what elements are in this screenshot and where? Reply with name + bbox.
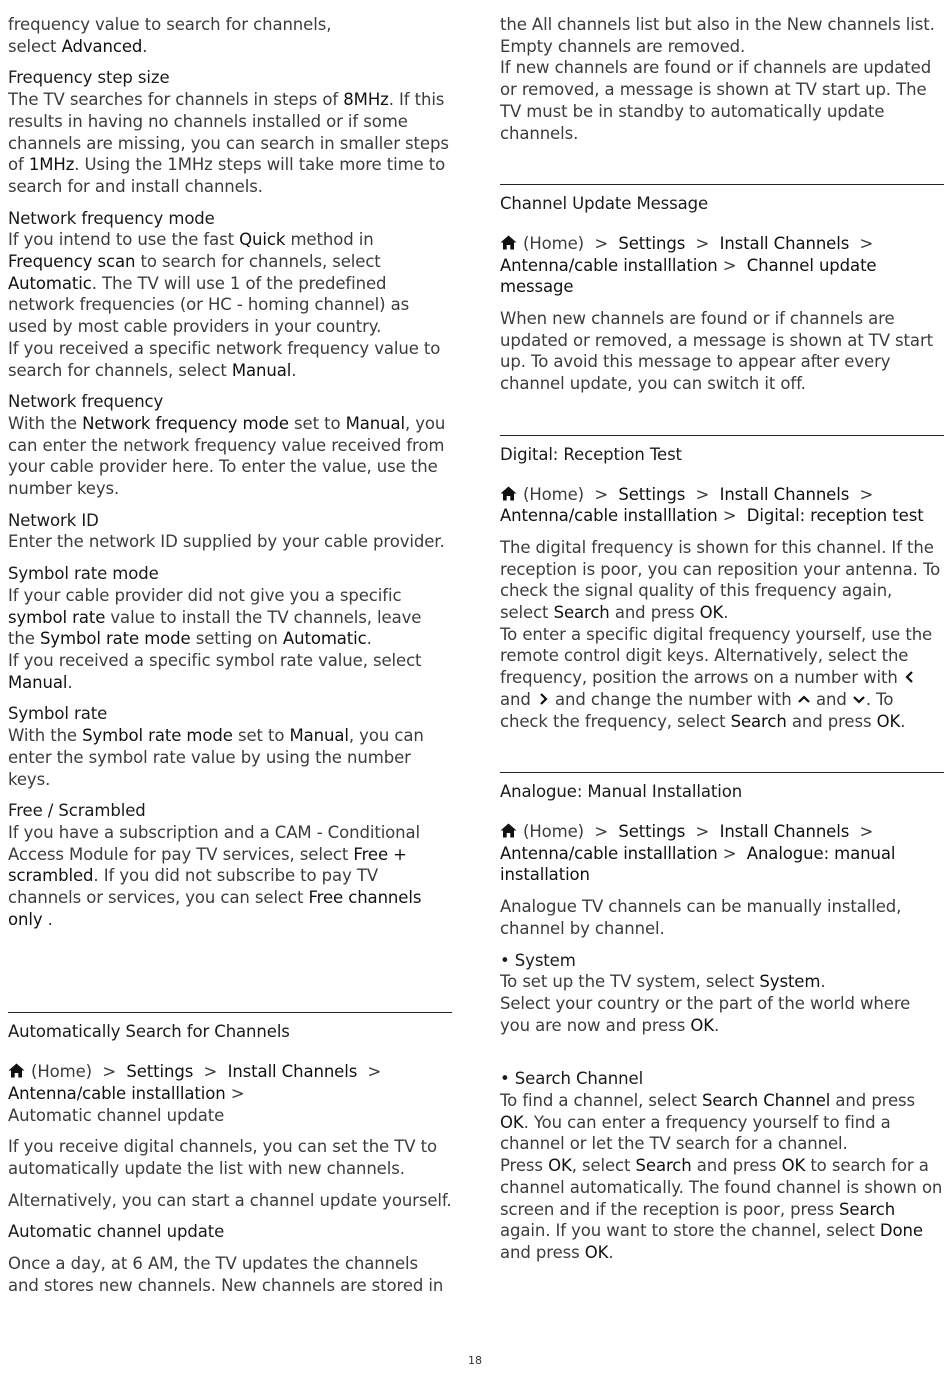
nav-path-reception-test: (Home) > Settings > Install Channels > Antenna/cable installlation > Digital: reception test [500, 484, 924, 526]
paragraph-auto-2: Alternatively, you can start a channel update yourself. [8, 1190, 452, 1210]
section-analogue-manual [500, 772, 944, 1263]
section-system: • System To set up the TV system, select System. Select your country or the part of the world where you are now and press OK. [500, 950, 911, 1035]
home-icon [500, 235, 517, 250]
section-network-frequency-mode: Network frequency mode If you intend to use the fast Quick method in Frequency scan to search for channels, select Automatic. The TV will use 1 of the predefined network frequencies (or HC - homing channel) as used by most cable providers in your country. If you received a specific network frequency value to search for channels, select Manual. [8, 208, 441, 380]
heading-network-frequency: Network frequency [8, 392, 164, 412]
heading-free-scrambled: Free / Scrambled [8, 801, 146, 821]
section-network-frequency: Network frequency With the Network frequency mode set to Manual, you can enter the network frequency value received from your cable provider here. To enter the value, use the number keys. [8, 392, 446, 499]
nav-path-analogue: (Home) > Settings > Install Channels > Antenna/cable installlation > Analogue: manual installation [500, 821, 896, 885]
section-automatically-search [8, 1012, 452, 1296]
paragraph-frequency-advanced: frequency value to search for channels, select Advanced. [8, 15, 332, 56]
section-reception-test [500, 435, 944, 732]
page-number: 18 [468, 1354, 482, 1367]
arrow-down-icon [852, 692, 866, 706]
heading-network-frequency-mode: Network frequency mode [8, 208, 215, 228]
heading-automatic-channel-update: Automatic channel update [8, 1222, 225, 1242]
heading-symbol-rate-mode: Symbol rate mode [8, 564, 159, 584]
paragraph-update-message: When new channels are found or if channels are updated or removed, a message is shown at TV start up. To avoid this message to appear after every channel update, you can switch it off. [500, 309, 933, 394]
home-icon [500, 486, 517, 501]
section-symbol-rate-mode: Symbol rate mode If your cable provider did not give you a specific symbol rate value to install the TV channels, leave the Symbol rate mode setting on Automatic. If you received a specific symbol rate value, select Manual. [8, 564, 422, 692]
arrow-up-icon [797, 692, 811, 706]
heading-symbol-rate: Symbol rate [8, 704, 108, 724]
arrow-right-icon [536, 692, 550, 706]
right-column [500, 14, 944, 1264]
title-channel-update-message: Channel Update Message [500, 194, 709, 214]
arrow-left-icon [903, 670, 917, 684]
paragraph-reception: The digital frequency is shown for this channel. If the reception is poor, you can reposition your antenna. To check the signal quality of this frequency again, select Search and press OK. To enter a specific digital frequency yourself, use the remote control digit keys. Alternatively, select the frequency, position the arrows on a number with and and change the number with and . To check the frequency, select Search and press OK. [500, 537, 941, 731]
title-analogue-manual: Analogue: Manual Installation [500, 782, 743, 802]
heading-system: • System [500, 950, 576, 970]
paragraph-continued: the All channels list but also in the New channels list. Empty channels are removed. If new channels are found or if channels are updated or removed, a message is shown at TV start up. The TV must be in standby to automatically update channels. [500, 15, 935, 143]
paragraph-analogue: Analogue TV channels can be manually installed, channel by channel. [500, 897, 902, 938]
section-frequency-step-size: Frequency step size The TV searches for channels in steps of 8MHz. If this results in having no channels installed or if some channels are missing, you can search in smaller steps of 1MHz. Using the 1MHz steps will take more time to search for and install channels. [8, 68, 449, 196]
heading-frequency-step-size: Frequency step size [8, 68, 170, 88]
heading-network-id: Network ID [8, 510, 99, 530]
title-automatically-search: Automatically Search for Channels [8, 1022, 290, 1042]
paragraph-auto-3: Once a day, at 6 AM, the TV updates the channels and stores new channels. New channels are stored in [8, 1254, 444, 1295]
paragraph-auto-1: If you receive digital channels, you can set the TV to automatically update the list with new channels. [8, 1137, 437, 1178]
heading-search-channel: • Search Channel [500, 1069, 644, 1089]
home-icon [8, 1063, 25, 1078]
section-search-channel: • Search Channel To find a channel, select Search Channel and press OK. You can enter a frequency yourself to find a channel or let the TV search for a channel. Press OK, select Search and press OK to search for a channel automatically. The found channel is shown on screen and if the reception is poor, press Search again. If you want to store the channel, select Done and press OK. [500, 1069, 943, 1262]
section-channel-update-message [500, 184, 944, 395]
section-free-scrambled: Free / Scrambled If you have a subscription and a CAM - Conditional Access Module for pay TV services, select Free + scrambled. If you did not subscribe to pay TV channels or services, you can select Free channels only . [8, 801, 422, 929]
left-column [8, 14, 452, 1296]
title-reception-test: Digital: Reception Test [500, 444, 682, 464]
section-network-id: Network ID Enter the network ID supplied by your cable provider. [8, 510, 445, 552]
nav-path-update-message: (Home) > Settings > Install Channels > Antenna/cable installlation > Channel update message [500, 233, 877, 297]
home-icon [500, 823, 517, 838]
section-symbol-rate: Symbol rate With the Symbol rate mode set to Manual, you can enter the symbol rate value by using the number keys. [8, 704, 424, 789]
nav-path-auto-search: (Home) > Settings > Install Channels > Antenna/cable installlation > Automatic channel update [8, 1062, 382, 1125]
